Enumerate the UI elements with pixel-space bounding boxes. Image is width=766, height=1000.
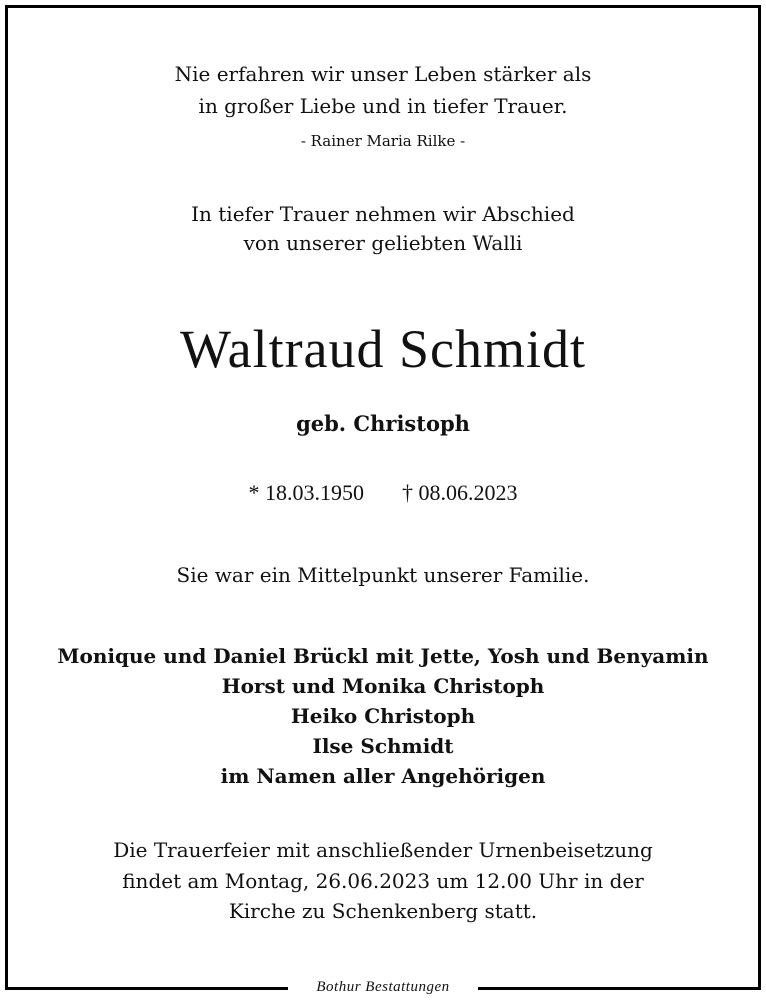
mourner-line: Ilse Schmidt: [312, 734, 454, 758]
funeral-line-1: Die Trauerfeier mit anschließender Urnenbeisetzung: [113, 838, 653, 862]
birth-date-group: [249, 482, 365, 504]
funeral-home-signature: Bothur Bestattungen: [288, 977, 478, 997]
birth-name: geb. Christoph: [296, 411, 470, 436]
quote-line-1: Nie erfahren wir unser Leben stärker als: [174, 62, 592, 86]
quote-author: - Rainer Maria Rilke -: [300, 132, 466, 150]
birth-date: 18.03.1950: [265, 480, 364, 505]
mourner-line: Horst und Monika Christoph: [221, 674, 545, 698]
mourner-line: Monique und Daniel Brückl mit Jette, Yosh und Benyamin: [57, 644, 709, 668]
life-dates: [0, 482, 766, 504]
death-date: 08.06.2023: [418, 480, 518, 505]
funeral-line-3: Kirche zu Schenkenberg statt.: [228, 899, 538, 923]
intro-line-2: von unserer geliebten Walli: [243, 231, 523, 255]
tribute-text: Sie war ein Mittelpunkt unserer Familie.: [176, 563, 590, 587]
death-symbol: †: [402, 480, 413, 505]
birth-symbol: *: [248, 480, 260, 505]
quote-line-2: in großer Liebe und in tiefer Trauer.: [198, 94, 568, 118]
intro-line-1: In tiefer Trauer nehmen wir Abschied: [191, 202, 575, 226]
deceased-name: Waltraud Schmidt: [179, 319, 587, 379]
mourner-line: im Namen aller Angehörigen: [220, 764, 546, 788]
death-date-group: [402, 482, 518, 504]
mourner-line: Heiko Christoph: [290, 704, 476, 728]
funeral-line-2: findet am Montag, 26.06.2023 um 12.00 Uhr in der: [122, 869, 644, 893]
